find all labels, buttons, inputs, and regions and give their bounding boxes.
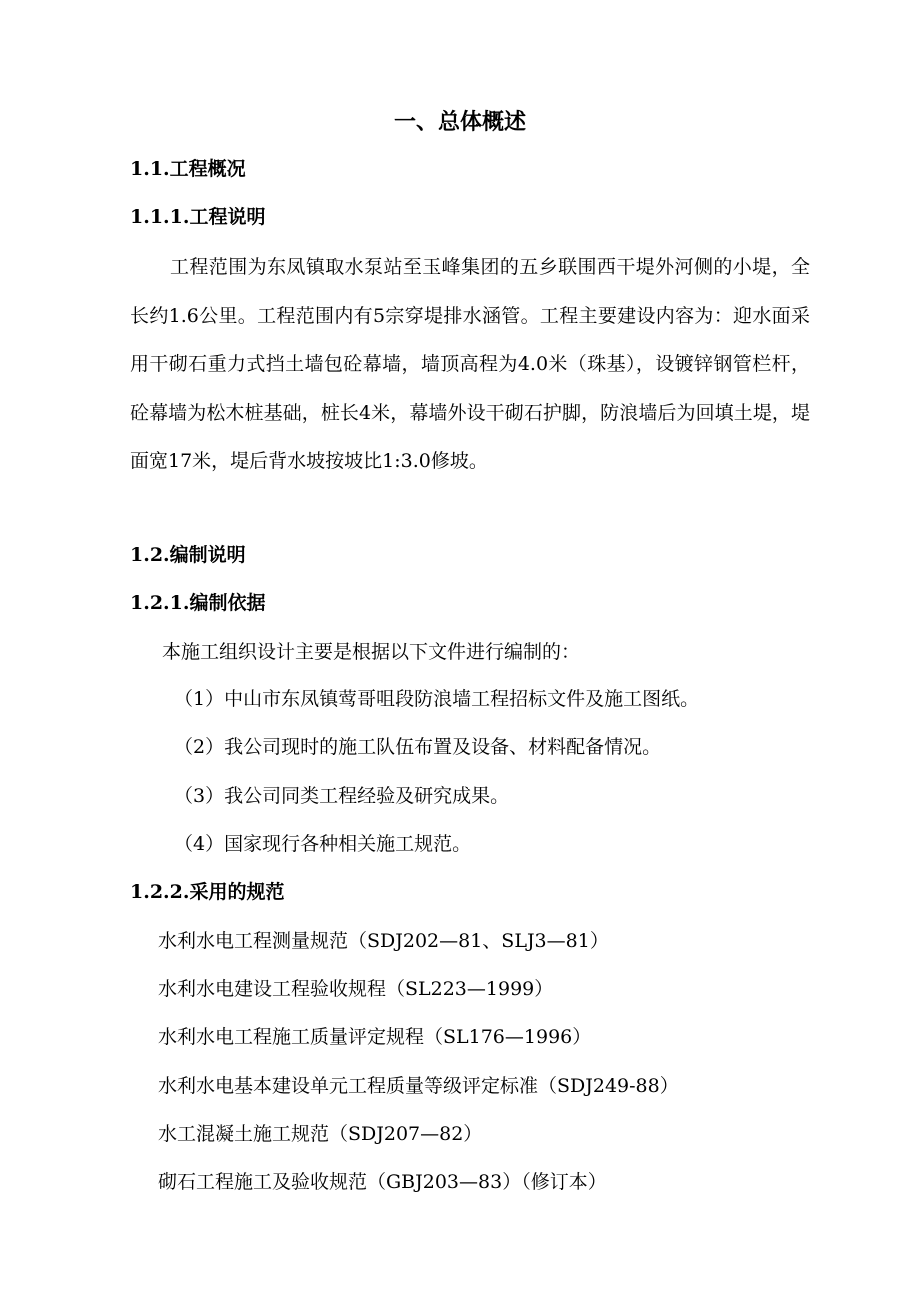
project-description-paragraph: 工程范围为东凤镇取水泵站至玉峰集团的五乡联围西干堤外河侧的小堤，全长约1.6公里。工程范围内有5宗穿堤排水涵管。工程主要建设内容为：迎水面采用干砌石重力式挡土墙包砼幕墙，墙顶高程为4.0米（珠基），设镀锌钢管栏杆，砼幕墙为松木桩基础，桩长4米，幕墙外设干砌石护脚，防浪墙后为回填土堤，堤面宽17米，堤后背水坡按坡比1:3.0修坡。 — [130, 256, 810, 472]
basis-item: （2）我公司现时的施工队伍布置及设备、材料配备情况。 — [174, 736, 662, 758]
standard-item: 水利水电工程施工质量评定规程（SL176—1996） — [158, 1026, 592, 1048]
basis-intro: 本施工组织设计主要是根据以下文件进行编制的： — [162, 641, 581, 663]
basis-item: （1）中山市东凤镇莺哥咀段防浪墙工程招标文件及施工图纸。 — [174, 688, 700, 710]
page-title: 一、总体概述 — [393, 109, 526, 135]
standard-item: 砌石工程施工及验收规范（GBJ203—83）（修订本） — [158, 1171, 607, 1193]
standard-item: 水利水电建设工程验收规程（SL223—1999） — [158, 978, 554, 1000]
section-heading-1-1: 1.1.工程概况 — [130, 158, 246, 180]
subsection-heading-1-2-2: 1.2.2.采用的规范 — [130, 881, 285, 903]
subsection-heading-1-2-1: 1.2.1.编制依据 — [130, 592, 266, 614]
standard-item: 水工混凝土施工规范（SDJ207—82） — [158, 1123, 483, 1145]
standard-item: 水利水电工程测量规范（SDJ202—81、SLJ3—81） — [158, 930, 609, 952]
subsection-heading-1-1-1: 1.1.1.工程说明 — [130, 206, 266, 228]
basis-item: （3）我公司同类工程经验及研究成果。 — [174, 785, 510, 807]
section-heading-1-2: 1.2.编制说明 — [130, 544, 246, 566]
standard-item: 水利水电基本建设单元工程质量等级评定标准（SDJ249-88） — [158, 1075, 679, 1097]
basis-item: （4）国家现行各种相关施工规范。 — [174, 833, 472, 855]
